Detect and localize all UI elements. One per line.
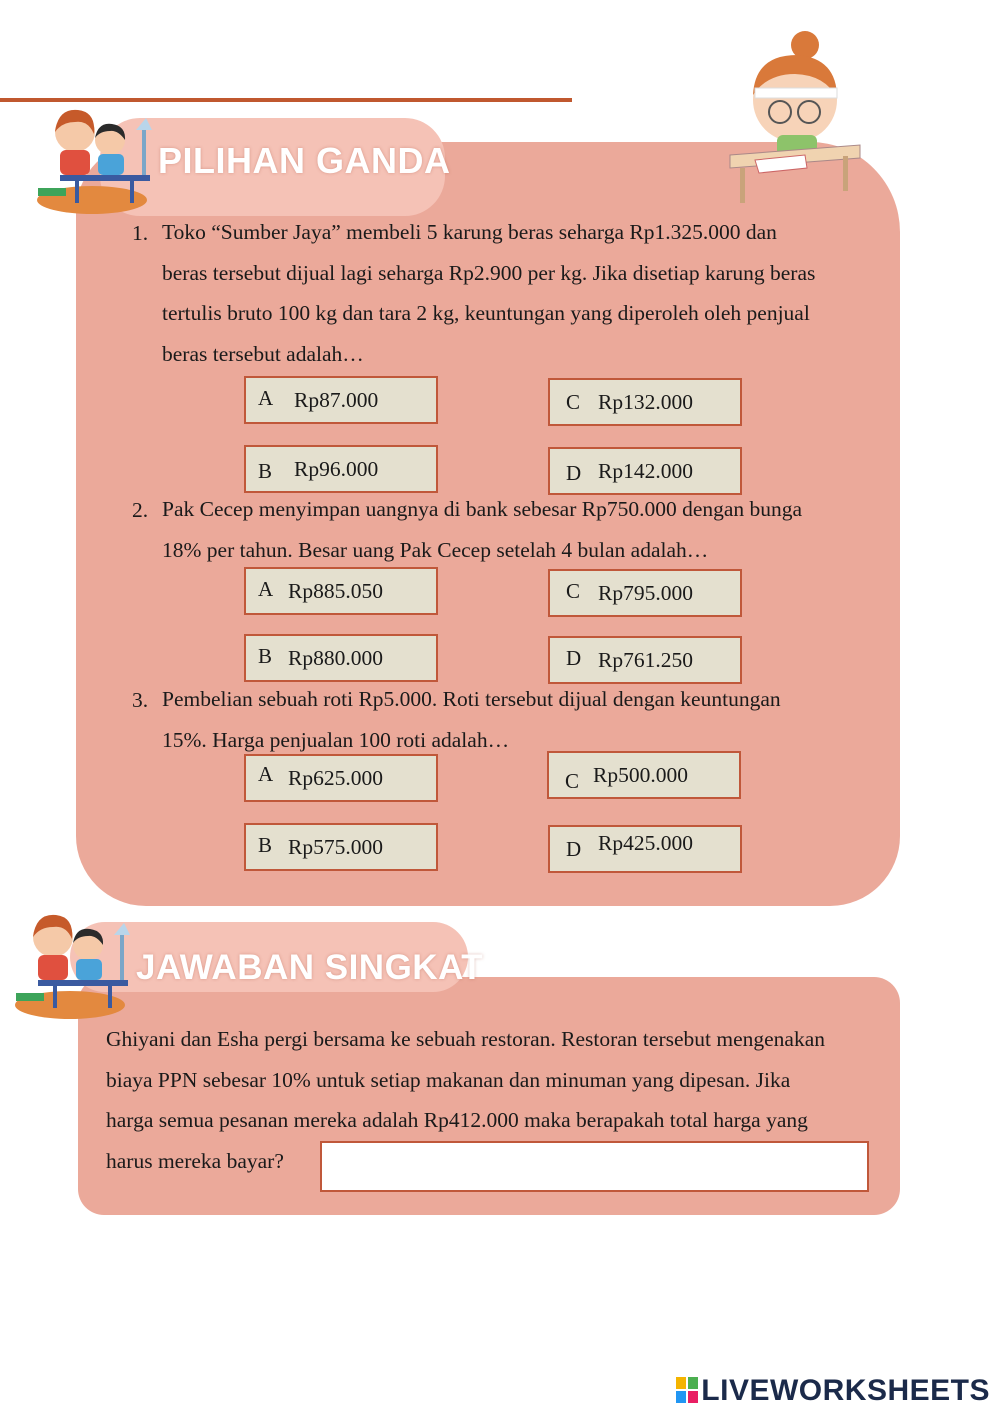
q3-option-a[interactable] (244, 754, 438, 802)
question-1-number: 1. (132, 221, 149, 245)
option-letter: B (258, 459, 273, 483)
option-value: Rp880.000 (288, 646, 383, 670)
option-value: Rp425.000 (598, 831, 693, 855)
option-value: Rp761.250 (598, 648, 693, 672)
q2-option-b[interactable] (244, 634, 438, 682)
option-value: Rp87.000 (294, 388, 379, 412)
option-letter: B (258, 644, 273, 668)
option-letter: C (565, 769, 580, 793)
q1-option-a[interactable] (244, 376, 438, 424)
option-value: Rp795.000 (598, 581, 693, 605)
q1-option-d[interactable] (548, 447, 742, 495)
short-answer-title: JAWABAN SINGKAT (136, 948, 484, 987)
kids-studying-illustration (8, 905, 133, 1025)
option-letter: A (258, 386, 274, 410)
question-3-text (162, 679, 892, 760)
option-letter: D (566, 837, 582, 861)
option-letter: D (566, 646, 582, 670)
option-value: Rp885.050 (288, 579, 383, 603)
question-1-line: beras tersebut dijual lagi seharga Rp2.900 per kg. Jika disetiap karung beras (162, 260, 816, 285)
option-value: Rp625.000 (288, 766, 383, 790)
liveworksheets-brand: LIVEWORKSHEETS (701, 1374, 990, 1407)
option-letter: A (258, 577, 274, 601)
option-letter: C (566, 390, 581, 414)
q3-option-c[interactable] (547, 751, 741, 799)
option-value: Rp96.000 (294, 457, 379, 481)
option-letter: A (258, 762, 274, 786)
q1-option-c[interactable] (548, 378, 742, 426)
option-letter: B (258, 833, 273, 857)
q2-option-d[interactable] (548, 636, 742, 684)
question-2-number: 2. (132, 498, 149, 522)
question-2-text (162, 489, 892, 570)
q1-option-b[interactable] (244, 445, 438, 493)
q2-option-c[interactable] (548, 569, 742, 617)
option-value: Rp500.000 (593, 763, 688, 787)
question-3-line: Pembelian sebuah roti Rp5.000. Roti tersebut dijual dengan keuntungan (162, 687, 781, 711)
short-answer-line: biaya PPN sebesar 10% untuk setiap makanan dan minuman yang dipesan. Jika (106, 1067, 791, 1092)
girl-writing-illustration (725, 30, 865, 210)
question-1-line: beras tersebut adalah… (162, 341, 364, 366)
question-3-number: 3. (132, 688, 149, 712)
short-answer-line: harga semua pesanan mereka adalah Rp412.000 maka berapakah total harga yang (106, 1108, 808, 1132)
question-1-line: tertulis bruto 100 kg dan tara 2 kg, keuntungan yang diperoleh oleh penjual (162, 301, 810, 325)
option-letter: C (566, 579, 581, 603)
question-2-line: 18% per tahun. Besar uang Pak Cecep setelah 4 bulan adalah… (162, 537, 709, 562)
short-answer-line: harus mereka bayar? (106, 1148, 284, 1173)
question-3-line: 15%. Harga penjualan 100 roti adalah… (162, 727, 510, 752)
question-2-line: Pak Cecep menyimpan uangnya di bank sebesar Rp750.000 dengan bunga (162, 497, 803, 521)
option-value: Rp132.000 (598, 390, 693, 414)
short-answer-input[interactable] (320, 1141, 869, 1192)
question-1-line: Toko “Sumber Jaya” membeli 5 karung beras seharga Rp1.325.000 dan (162, 220, 777, 244)
question-1-text (162, 212, 892, 374)
short-answer-line: Ghiyani dan Esha pergi bersama ke sebuah restoran. Restoran tersebut mengenakan (106, 1027, 826, 1051)
q2-option-a[interactable] (244, 567, 438, 615)
kids-studying-illustration (30, 100, 160, 220)
liveworksheets-logo[interactable] (676, 1374, 990, 1408)
q3-option-b[interactable] (244, 823, 438, 871)
option-letter: D (566, 461, 582, 485)
option-value: Rp142.000 (598, 459, 693, 483)
liveworksheets-logo-icon (676, 1377, 698, 1403)
q3-option-d[interactable] (548, 825, 742, 873)
option-value: Rp575.000 (288, 835, 383, 859)
multiple-choice-title: PILIHAN GANDA (158, 140, 451, 181)
